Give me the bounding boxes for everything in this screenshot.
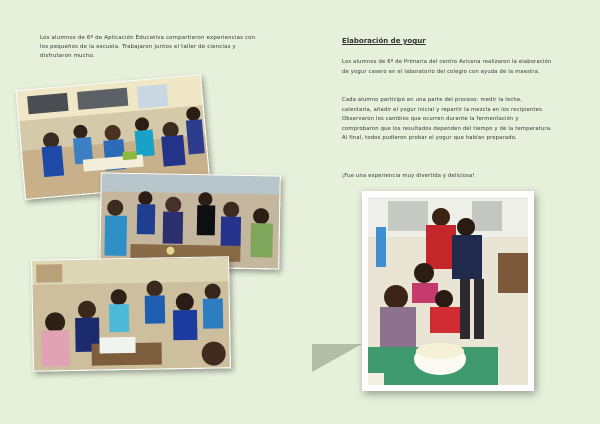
yogurt-photo (368, 197, 528, 385)
group-table-photo (99, 172, 281, 269)
decorative-shadow (312, 344, 362, 372)
yogurt-photo-card (362, 191, 534, 391)
article-paragraph: ¡Fue una experiencia muy divertida y deliciosa! (342, 173, 475, 179)
experiment-photo (31, 256, 231, 371)
article-paragraph: Cada alumno participó en una parte del proceso: medir la leche, calentarla, añadir el yogur inicial y repartir la mezcla en los recipientes. Observaron los cambios que ocurren durante la fermentación y comprobaron que los resultados dependen del tiempo y de la temperatura. Al final, todos pudieron probar el yogur que habían preparado. (342, 97, 552, 141)
article-paragraph: Los alumnos de 6º de Primaria del centro Avicena realizaron la elaboración de yogur casero en el laboratorio del colegio con ayuda de la maestra. (342, 59, 552, 75)
article-heading: Elaboración de yogur (342, 37, 426, 45)
intro-paragraph: Los alumnos de 6º de Aplicación Educativa compartieron experiencias con los pequeños de la escuela. Trabajaron juntos el taller de ciencias y disfrutaron mucho. (40, 35, 256, 59)
